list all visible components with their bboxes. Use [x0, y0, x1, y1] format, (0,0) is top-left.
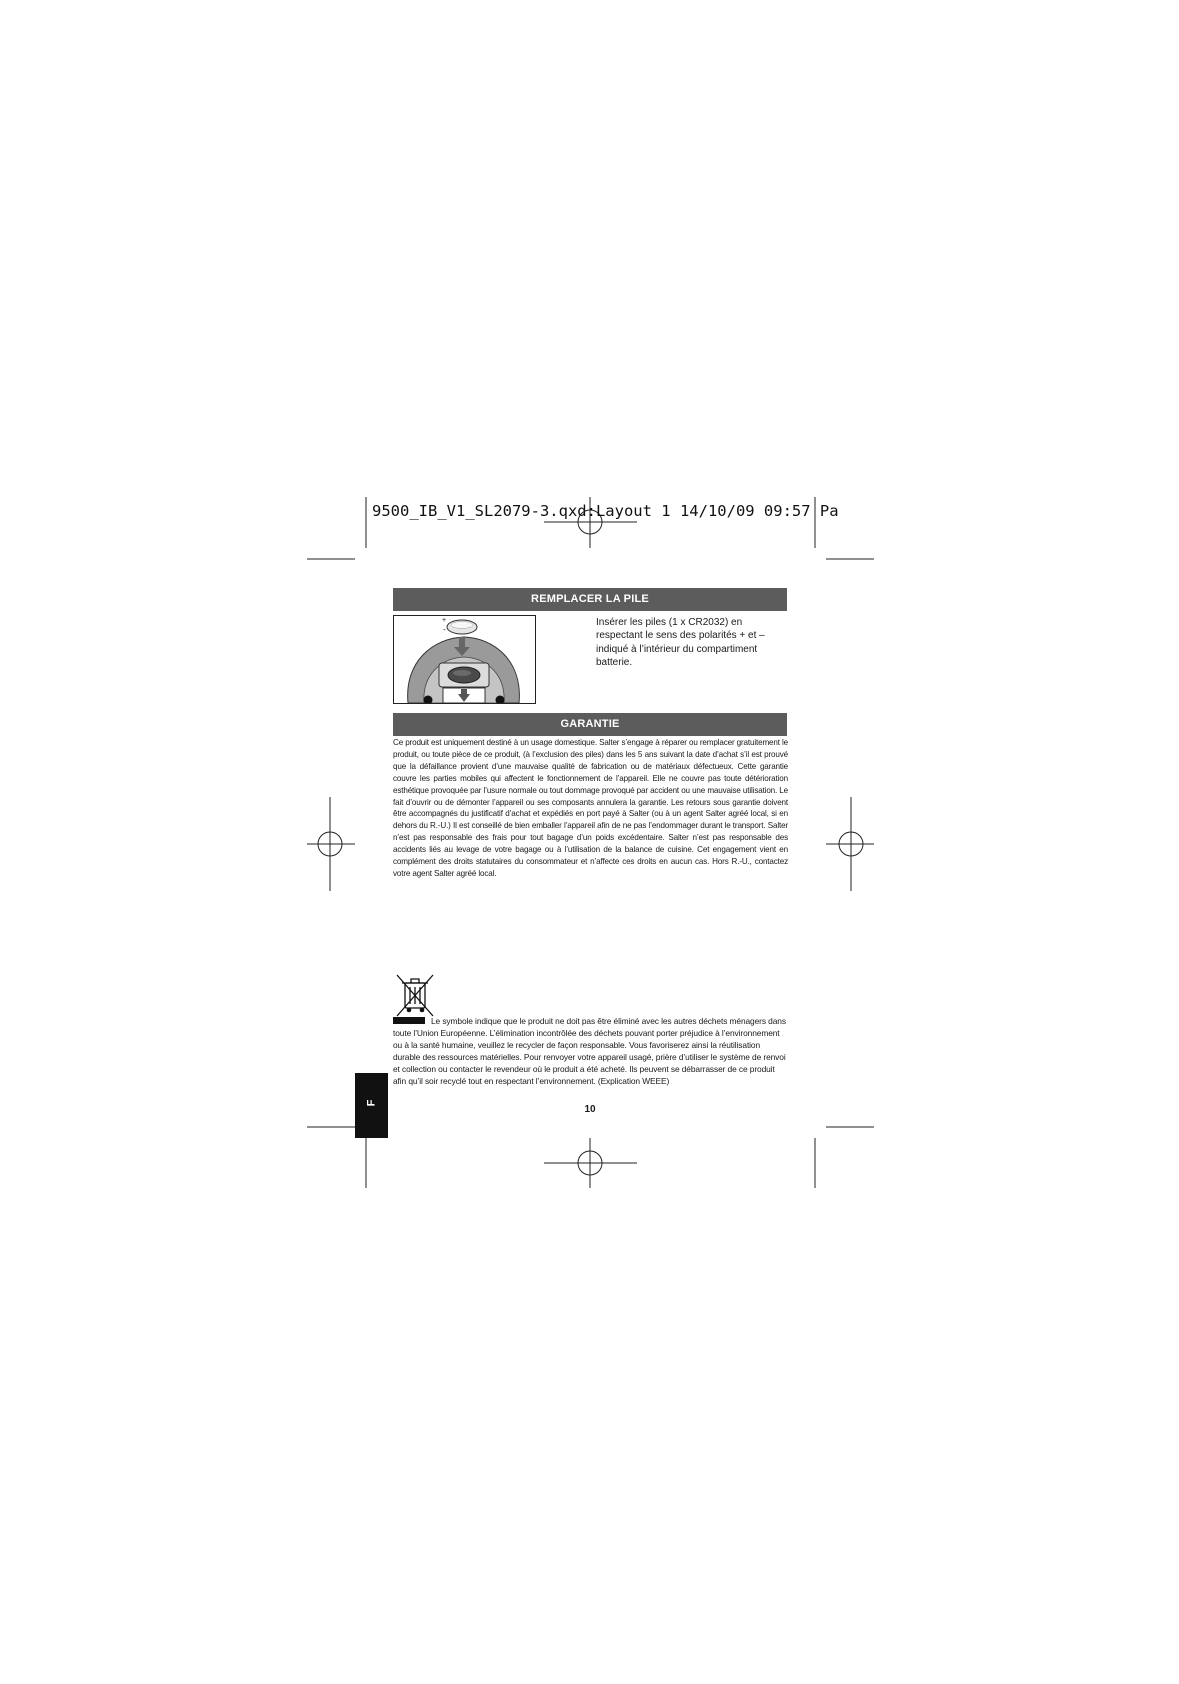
- battery-compartment-illustration: [393, 615, 536, 704]
- battery-section-heading: REMPLACER LA PILE: [393, 588, 787, 611]
- warranty-body: Ce produit est uniquement destiné à un usage domestique. Salter s’engage à réparer ou remplacer gratuitement le produit, ou toute pièce de ce produit, (à l’exclusion des piles) dans les 5 ans suivant la date d’achat s’il est prouvé que la défaillance provient d’une mauvaise qualité de fabrication ou de matériaux défectueux. Cette garantie couvre les parties mobiles qui affectent le fonctionnement de l’appareil. Elle ne couvre pas toute détérioration esthétique provoquée par l’usure normale ou tout dommage provoqué par accident ou une mauvaise utilisation. Le fait d’ouvrir ou de démonter l’appareil ou ses composants annulera la garantie. Les retours sous garantie doivent être accompagnés du justificatif d’achat et expédiés en port payé à Salter (ou à un agent Salter agréé local, si en dehors du R.-U.) Il est conseillé de bien emballer l’appareil afin de ne pas l’endommager durant le transport. Salter n’est pas responsable des frais pour tout bagage d’un poids excédentaire. Salter n’est pas responsable des accidents liés au levage de votre bagage ou à l’utilisation de la balance de cuisine. Cet engagement vient en complément des droits statutaires du consommateur et n’affecte ces droits en aucun cas. Hors R.-U., contactez votre agent Salter agréé local.: [393, 738, 788, 878]
- weee-disposal-notice: [393, 1016, 788, 1087]
- weee-text: Le symbole indique que le produit ne doit pas être éliminé avec les autres déchets ménagers dans toute l’Union Européenne. L’élimination incontrôlée des déchets pouvant porter préjudice à l’environnement ou à la santé humaine, veuillez le recycler de façon responsable. Vous favoriserez ainsi la réutilisation durable des ressources matérielles. Pour renvoyer votre appareil usagé, prière d’utiliser le système de renvoi et collection ou contacter le revendeur où le produit a été acheté. Ils peuvent se débarrasser de ce produit afin qu’il soir recyclé tout en respectant l’environnement. (Explication WEEE): [393, 1016, 786, 1086]
- weee-black-bar: [393, 1017, 425, 1024]
- language-tab: [355, 1073, 388, 1138]
- language-tab-label: F: [365, 1099, 378, 1107]
- page-number: 10: [584, 1104, 596, 1115]
- print-slug-line: 9500_IB_V1_SL2079-3.qxd:Layout 1 14/10/09 09:57 Pa: [372, 502, 839, 520]
- minus-label: -: [443, 625, 446, 634]
- plus-label: +: [442, 617, 447, 624]
- battery-instructions: Insérer les piles (1 x CR2032) en respectant le sens des polarités + et – indiqué à l’intérieur du compartiment batterie.: [596, 617, 765, 669]
- warranty-section-heading: GARANTIE: [393, 713, 787, 736]
